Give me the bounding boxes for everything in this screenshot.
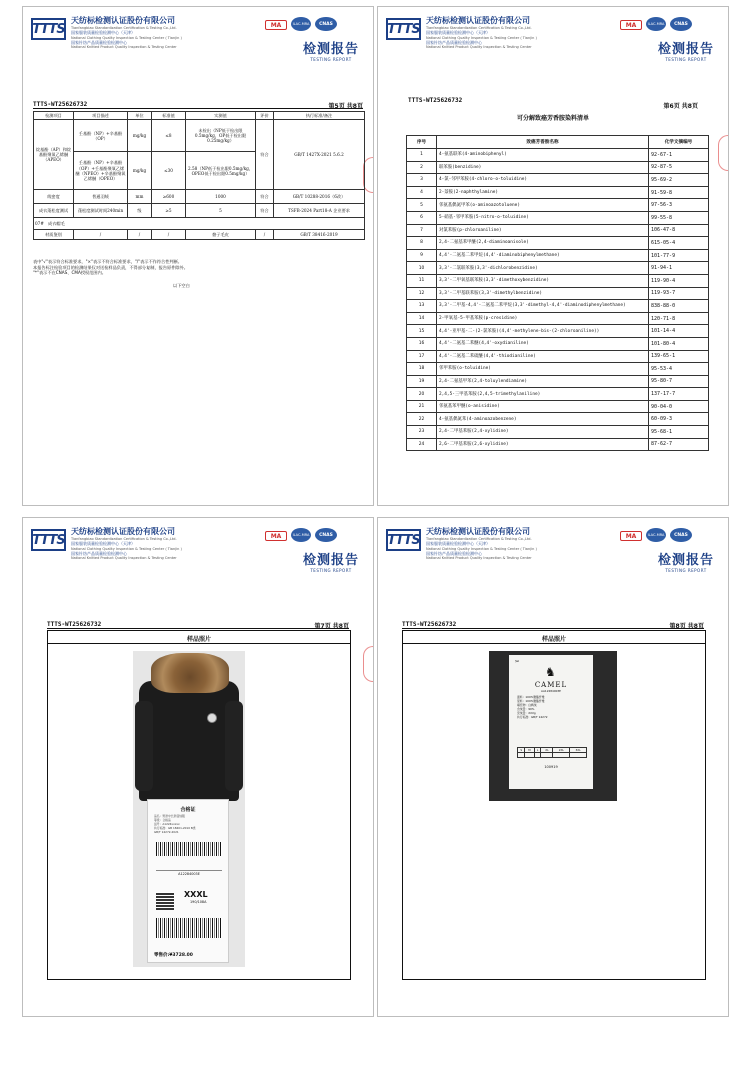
cell-cas-number: 101-14-4 [649, 325, 709, 338]
table-row [407, 274, 709, 287]
cell-amine-name: 联苯胺(benzidine) [437, 161, 649, 174]
cell-cas-number: 90-04-0 [649, 400, 709, 413]
org-block [71, 526, 241, 560]
size-cell [541, 753, 553, 758]
report-number: TTTS-WT25626732 [33, 101, 88, 108]
cell-sample-heading: 07# 成衣帽毛 [34, 218, 365, 230]
cell-desc: 蓬松度测试时间240min [74, 204, 128, 218]
frame-title: 样品照片 [186, 636, 211, 643]
org-name-en: Tianfangbiao Standardization Certification & Testing Co.,Ltd. [426, 26, 532, 30]
cell-eval: / [256, 230, 274, 240]
amine-table [406, 135, 709, 451]
report-title-en: TESTING REPORT [665, 57, 707, 62]
cell-amine-name: 4-氨基偶氮苯(4-aminoazobenzene) [437, 413, 649, 426]
cell-amine-name: 邻氨基偶氮甲苯(o-aminoazotoluene) [437, 199, 649, 212]
label-details [517, 695, 589, 719]
table-row [407, 149, 709, 162]
column-header: 评价 [256, 112, 274, 120]
cell-amine-name: 3,3'-二甲基联苯胺(3,3'-dimethylbenzidine) [437, 287, 649, 300]
care-label-photo [489, 651, 617, 801]
page-number: 第6页 共8页 [663, 103, 698, 110]
barcode-icon [156, 842, 222, 856]
ttts-logo: TTTS [31, 529, 66, 551]
camel-logo-icon: ♞ [545, 665, 556, 679]
cell-index: 22 [407, 413, 437, 426]
cell-item: 成衣蓬松度测试 [34, 204, 74, 218]
org-block [426, 526, 596, 560]
org-line: National Clothing Quality Inspection & Testing Center ( Tianjin ) [71, 35, 182, 40]
cell-cas-number: 101-77-9 [649, 249, 709, 262]
table-header-row [407, 136, 709, 149]
tag-line: 品名：男款中长款羽绒服 [154, 814, 185, 818]
column-header: 化学文摘编号 [649, 136, 709, 149]
jacket-photo [133, 651, 245, 967]
ilac-badge-icon: ILAC-MRA [291, 528, 311, 542]
label-line: 面料：100%聚酯纤维 [517, 695, 545, 699]
cell-unit: 级 [128, 204, 152, 218]
cell-index: 19 [407, 375, 437, 388]
ilac-badge-icon: ILAC-MRA [646, 528, 666, 542]
label-line: 里料：100%聚酯纤维 [517, 699, 545, 703]
org-name: 天纺标检测认证股份有限公司 [426, 16, 530, 25]
table-row [407, 249, 709, 262]
label-line: 充绒量：XXXg [517, 711, 536, 715]
org-line: 国家针纺产品质量检验检测中心 [71, 39, 127, 45]
table-row [407, 312, 709, 325]
size-cell: 3XL [570, 748, 587, 753]
org-line: National Knitted Product Quality Inspection & Testing Center [426, 556, 532, 560]
size-grid [517, 747, 587, 758]
cell-amine-name: 对氯苯胺(p-chloroaniline) [437, 224, 649, 237]
divider [48, 643, 350, 644]
qr-code-icon [156, 892, 174, 910]
report-header [31, 12, 367, 70]
cell-index: 23 [407, 426, 437, 439]
frame-title: 样品照片 [541, 636, 566, 643]
column-header: 致癌芳香胺名称 [437, 136, 649, 149]
blank-below-note: 以下空白 [173, 283, 190, 288]
column-header: 标准值 [152, 112, 186, 120]
list-title: 可分解致癌芳香胺染料清单 [516, 115, 589, 122]
results-table [33, 111, 365, 240]
column-header: 检测项目 [34, 112, 74, 120]
table-row [407, 375, 709, 388]
cell-index: 15 [407, 325, 437, 338]
scissors-icon: ✂ [515, 659, 520, 665]
cell-ref: GB/T 1427X-2021 5.6.2 [274, 120, 365, 190]
badge-patch-icon [207, 713, 217, 723]
accreditation-badges [265, 17, 365, 33]
note-line: 本报告标注检验项目的检测结果仅对送检样品负责，不得部分复制，报告原件除外。 [33, 264, 188, 270]
cell-index: 5 [407, 199, 437, 212]
report-number: TTTS-WT25626732 [47, 621, 102, 628]
cell-desc: 壬基酚（NP）+辛基酚（OP）+壬基酚聚氧乙烯醚（NPEO）+辛基酚聚氧乙烯醚（OPEO） [74, 152, 128, 190]
table-row [407, 350, 709, 363]
cell-desc: 壬基酚（NP）+辛基酚（OP） [74, 120, 128, 152]
cell-result: 5 [186, 204, 256, 218]
table-row [407, 287, 709, 300]
cell-index: 4 [407, 186, 437, 199]
cell-amine-name: 4-氨基联苯(4-aminobiphenyl) [437, 149, 649, 162]
cell-cas-number: 119-93-7 [649, 287, 709, 300]
size-cell: 2XL [553, 748, 570, 753]
cnas-badge-icon: CNAS [315, 528, 337, 542]
cell-cas-number: 137-17-7 [649, 388, 709, 401]
cell-std: ≤8 [152, 120, 186, 152]
cell-index: 24 [407, 438, 437, 451]
cma-badge-icon: MA [620, 531, 642, 541]
tag-code: A12284003E [156, 870, 222, 876]
cnas-badge-icon: CNAS [670, 17, 692, 31]
report-page-8 [377, 517, 729, 1017]
tag-line: 货号：A1224xxxxx [154, 822, 180, 826]
cell-ref: GB/T 10288-2016（6改） [274, 190, 365, 204]
cell-amine-name: 2-甲氧基-5-甲基苯胺(p-cresidine) [437, 312, 649, 325]
size-cell [534, 753, 541, 758]
sample-photo-frame [47, 630, 351, 980]
cell-index: 17 [407, 350, 437, 363]
ttts-logo: TTTS [386, 529, 421, 551]
page-number: 第5页 共8页 [328, 103, 363, 110]
table-row [407, 325, 709, 338]
tag-size-spec: 190/108A [190, 900, 207, 904]
fur-hood-icon [151, 653, 229, 693]
table-row [407, 300, 709, 313]
cell-index: 9 [407, 249, 437, 262]
cell-cas-number: 97-56-3 [649, 199, 709, 212]
report-page-6 [377, 6, 729, 506]
table-row [407, 426, 709, 439]
org-line: 国家针纺产品质量检验检测中心 [426, 39, 482, 45]
column-header: 单位 [128, 112, 152, 120]
cell-cas-number: 91-94-1 [649, 262, 709, 275]
cell-desc: 普通羽绒 [74, 190, 128, 204]
cell-cas-number: 615-05-4 [649, 237, 709, 250]
org-block [71, 15, 241, 49]
org-line: 国家针纺产品质量检验检测中心 [426, 550, 482, 556]
cell-std: / [152, 230, 186, 240]
cell-item: 烷基酚（AP）和烷基酚聚氧乙烯醚（APEO） [34, 120, 74, 190]
size-row [518, 753, 587, 758]
table-row [407, 262, 709, 275]
cell-desc: / [74, 230, 128, 240]
cell-index: 6 [407, 211, 437, 224]
org-name-en: Tianfangbiao Standardization Certification & Testing Co.,Ltd. [71, 26, 177, 30]
cell-index: 14 [407, 312, 437, 325]
table-header-row [34, 112, 365, 120]
cell-unit: mm [128, 190, 152, 204]
label-line: 含绒量：90% [517, 707, 535, 711]
cell-amine-name: 5-硝基-邻甲苯胺(5-nitro-o-toluidine) [437, 211, 649, 224]
table-row [34, 120, 365, 152]
cell-cas-number: 87-62-7 [649, 438, 709, 451]
size-cell: M [525, 748, 534, 753]
table-row [34, 218, 365, 230]
cell-amine-name: 4-氯-邻甲苯胺(4-chloro-o-toluidine) [437, 174, 649, 187]
note-line: 表中"√"表示符合标准要求，"×"表示不符合标准要求，"/"表示不作符合性判断。 [33, 259, 182, 264]
sample-photo-frame [402, 630, 706, 980]
cell-index: 1 [407, 149, 437, 162]
cell-result: 未检出（NP低于检出限0.5mg/kg，OP低于检出限0.25mg/kg） [186, 120, 256, 152]
cell-index: 2 [407, 161, 437, 174]
cnas-badge-icon: CNAS [670, 528, 692, 542]
cma-badge-icon: MA [265, 531, 287, 541]
cell-index: 13 [407, 300, 437, 313]
cell-amine-name: 2,4-二甲基苯胺(2,4-xylidine) [437, 426, 649, 439]
cell-cas-number: 119-90-4 [649, 274, 709, 287]
cell-cas-number: 60-09-3 [649, 413, 709, 426]
jacket-body-icon [139, 681, 239, 801]
column-header: 执行标准/备注 [274, 112, 365, 120]
jacket-sleeve-icon [225, 701, 243, 791]
cell-amine-name: 3,3'-二甲氧基联苯胺(3,3'-dimethoxybenzidine) [437, 274, 649, 287]
care-label [509, 655, 593, 789]
table-row [407, 237, 709, 250]
divider [403, 643, 705, 644]
report-title-cn: 检测报告 [657, 42, 714, 57]
cell-ref: GB/T 38416-2019 [274, 230, 365, 240]
cell-cas-number: 91-59-8 [649, 186, 709, 199]
org-line: 国家服装质量检验检测中心（天津） [71, 541, 135, 546]
size-cell [553, 753, 570, 758]
cell-std: ≥600 [152, 190, 186, 204]
cell-cas-number: 101-80-4 [649, 337, 709, 350]
size-cell [525, 753, 534, 758]
cell-index: 7 [407, 224, 437, 237]
cell-item: 材质鉴别 [34, 230, 74, 240]
table-row [407, 400, 709, 413]
cell-index: 16 [407, 337, 437, 350]
table-row [407, 337, 709, 350]
report-page-7 [22, 517, 374, 1017]
report-title-en: TESTING REPORT [310, 57, 352, 62]
size-cell [570, 753, 587, 758]
accreditation-badges [265, 528, 365, 544]
report-title [303, 549, 359, 573]
cell-result: 貉子毛皮 [186, 230, 256, 240]
cell-cas-number: 139-65-1 [649, 350, 709, 363]
cell-unit: / [128, 230, 152, 240]
cell-cas-number: 92-67-1 [649, 149, 709, 162]
cell-index: 21 [407, 400, 437, 413]
org-name: 天纺标检测认证股份有限公司 [71, 16, 175, 25]
tag-line: GB/T 14272-2021 [154, 830, 179, 834]
jacket-sleeve-icon [135, 701, 153, 791]
cell-item: 线密度 [34, 190, 74, 204]
cell-amine-name: 4,4'-亚甲基-二-(2-氯苯胺)(4,4'-methylene-bis-(2-chloroaniline)) [437, 325, 649, 338]
report-page-5 [22, 6, 374, 506]
table-row [407, 211, 709, 224]
report-title-en: TESTING REPORT [310, 568, 352, 573]
accreditation-badges [620, 17, 720, 33]
report-title-cn: 检测报告 [657, 553, 714, 568]
org-block [426, 15, 596, 49]
report-header [31, 523, 367, 581]
table-row [407, 363, 709, 376]
cell-unit: mg/kg [128, 152, 152, 190]
org-line: National Knitted Product Quality Inspection & Testing Center [71, 45, 177, 49]
cell-amine-name: 2,4,5-三甲基苯胺(2,4,5-trimethylaniline) [437, 388, 649, 401]
column-header: 项目描述 [74, 112, 128, 120]
table-row [34, 190, 365, 204]
cma-badge-icon: MA [620, 20, 642, 30]
org-line: National Knitted Product Quality Inspection & Testing Center [71, 556, 177, 560]
cell-cas-number: 95-68-1 [649, 426, 709, 439]
cell-std: ≤30 [152, 152, 186, 190]
report-number: TTTS-WT25626732 [408, 97, 463, 104]
label-line: 填充物：白鸭绒 [517, 703, 537, 707]
note-line: "*"表示不在CNAS、CMA授权范围内。 [33, 270, 106, 275]
org-line: National Knitted Product Quality Inspection & Testing Center [426, 45, 532, 49]
tag-line: 执行标准：GB 18401-2010 B类 [154, 826, 196, 830]
table-row [407, 186, 709, 199]
tag-size: XXXL [184, 890, 208, 899]
ilac-badge-icon: ILAC-MRA [291, 17, 311, 31]
report-title [658, 38, 714, 62]
label-code: AA12284003E [541, 689, 561, 693]
tag-title: 合格证 [180, 807, 196, 813]
org-name-en: Tianfangbiao Standardization Certification & Testing Co.,Ltd. [71, 537, 177, 541]
size-cell: XL [541, 748, 553, 753]
report-title-cn: 检测报告 [302, 42, 359, 57]
tag-line: 等级：合格品 [154, 818, 171, 822]
ttts-logo: TTTS [31, 18, 66, 40]
cell-index: 8 [407, 237, 437, 250]
cell-eval: 符合 [256, 204, 274, 218]
cell-cas-number: 95-53-4 [649, 363, 709, 376]
table-notes [33, 259, 333, 276]
cell-result: 1000 [186, 190, 256, 204]
cell-amine-name: 4,4'-二氨基二苯硫醚(4,4'-thiodianiline) [437, 350, 649, 363]
cell-result: 2.58（NP低于检出限0.5mg/kg，OPEO低于检出限0.5mg/kg） [186, 152, 256, 190]
cell-index: 20 [407, 388, 437, 401]
cell-cas-number: 120-71-8 [649, 312, 709, 325]
cell-cas-number: 838-88-0 [649, 300, 709, 313]
cell-index: 10 [407, 262, 437, 275]
org-line: 国家服装质量检验检测中心（天津） [71, 30, 135, 35]
hang-tag [147, 799, 229, 963]
report-header [386, 523, 722, 581]
org-line: 国家针纺产品质量检验检测中心 [71, 550, 127, 556]
page-number: 第7页 共8页 [314, 623, 349, 630]
cell-index: 18 [407, 363, 437, 376]
cell-eval: 符合 [256, 190, 274, 204]
cell-cas-number: 95-80-7 [649, 375, 709, 388]
cell-ref: TSFB-2024 Part18-A 企业要求 [274, 204, 365, 218]
size-cell [518, 753, 525, 758]
page-number: 第8页 共8页 [669, 623, 704, 630]
column-header: 序号 [407, 136, 437, 149]
ttts-logo: TTTS [386, 18, 421, 40]
cma-badge-icon: MA [265, 20, 287, 30]
cell-amine-name: 2-萘胺(2-naphthylamine) [437, 186, 649, 199]
org-name-en: Tianfangbiao Standardization Certification & Testing Co.,Ltd. [426, 537, 532, 541]
accreditation-badges [620, 528, 720, 544]
report-title [303, 38, 359, 62]
table-row [407, 161, 709, 174]
cell-amine-name: 3,3'-二氯联苯胺(3,3'-dichlorobenzidine) [437, 262, 649, 275]
org-name: 天纺标检测认证股份有限公司 [71, 527, 175, 536]
org-line: National Clothing Quality Inspection & Testing Center ( Tianjin ) [426, 546, 537, 551]
org-line: National Clothing Quality Inspection & Testing Center ( Tianjin ) [71, 546, 182, 551]
org-name: 天纺标检测认证股份有限公司 [426, 527, 530, 536]
org-line: 国家服装质量检验检测中心（天津） [426, 30, 490, 35]
cell-amine-name: 邻甲苯胺(o-toluidine) [437, 363, 649, 376]
table-row [34, 230, 365, 240]
seal-stamp-icon [363, 646, 374, 682]
tag-price: 零售价:¥3728.00 [154, 953, 193, 958]
cnas-badge-icon: CNAS [315, 17, 337, 31]
cell-unit: mg/kg [128, 120, 152, 152]
divider [33, 108, 363, 109]
cell-cas-number: 106-47-8 [649, 224, 709, 237]
cell-amine-name: 2,4-二氨基苯甲醚(2,4-diaminoanisole) [437, 237, 649, 250]
report-number: TTTS-WT25626732 [402, 621, 457, 628]
table-row [407, 224, 709, 237]
divider [402, 628, 704, 629]
size-cell: L [534, 748, 541, 753]
cell-index: 11 [407, 274, 437, 287]
cell-index: 3 [407, 174, 437, 187]
column-header: 实测值 [186, 112, 256, 120]
cell-cas-number: 99-55-8 [649, 211, 709, 224]
org-line: 国家服装质量检验检测中心（天津） [426, 541, 490, 546]
org-line: National Clothing Quality Inspection & Testing Center ( Tianjin ) [426, 35, 537, 40]
cell-cas-number: 95-69-2 [649, 174, 709, 187]
cell-amine-name: 4,4'-二氨基二苯甲烷(4,4'-diaminobiphenylmethane) [437, 249, 649, 262]
cell-amine-name: 3,3'-二甲基-4,4'-二氨基二苯甲烷(3,3'-dimethyl-4,4'-diaminodiphenylmethane) [437, 300, 649, 313]
divider [47, 628, 349, 629]
cell-amine-name: 邻氨基苯甲醚(o-anisidine) [437, 400, 649, 413]
cell-amine-name: 2,4-二氨基甲苯(2,4-toluylendiamine) [437, 375, 649, 388]
report-header [386, 12, 722, 70]
table-row [407, 438, 709, 451]
ilac-badge-icon: ILAC-MRA [646, 17, 666, 31]
table-row [407, 413, 709, 426]
size-cell: S [518, 748, 525, 753]
report-title-cn: 检测报告 [302, 553, 359, 568]
cell-amine-name: 4,4'-二氨基二苯醚(4,4'-oxydianiline) [437, 337, 649, 350]
cell-eval: 符合 [256, 120, 274, 190]
cell-index: 12 [407, 287, 437, 300]
cell-amine-name: 2,6-二甲基苯胺(2,6-xylidine) [437, 438, 649, 451]
cell-cas-number: 92-87-5 [649, 161, 709, 174]
cell-std: ≥5 [152, 204, 186, 218]
barcode-icon [156, 918, 222, 938]
label-line: 执行标准：GB/T 14272 [517, 715, 548, 719]
label-number: 100919 [544, 765, 558, 769]
table-row [407, 174, 709, 187]
tag-details [154, 814, 224, 834]
seal-stamp-icon [718, 135, 729, 171]
report-title [658, 549, 714, 573]
table-row [407, 199, 709, 212]
table-row [34, 204, 365, 218]
table-row [407, 388, 709, 401]
report-title-en: TESTING REPORT [665, 568, 707, 573]
label-brand: CAMEL [534, 681, 568, 689]
